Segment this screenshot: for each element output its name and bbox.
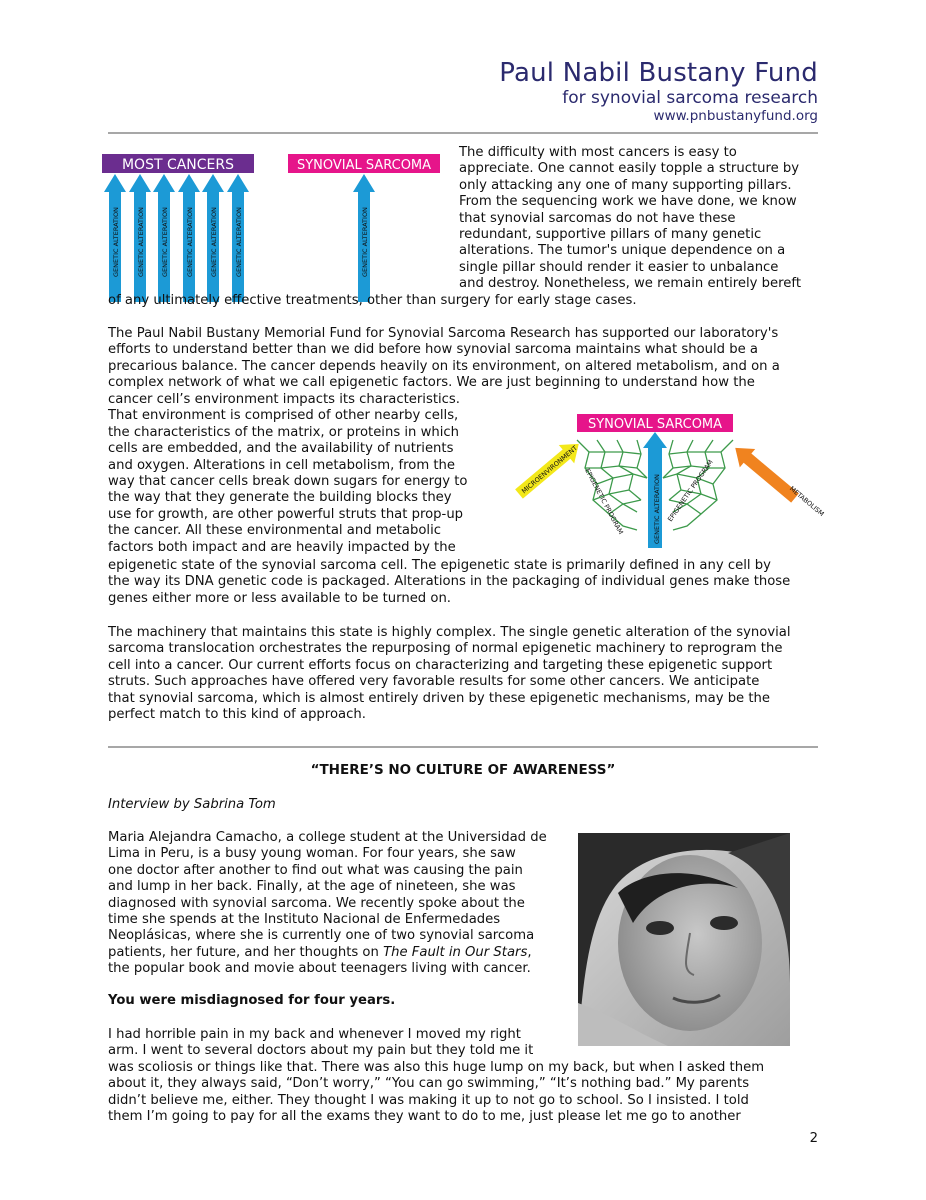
pillars-diagram (100, 150, 445, 290)
left-program-label: EPIGENETIC PROGRAM (583, 467, 625, 536)
brand-url: www.pnbustanyfund.org (653, 108, 818, 124)
environment-paragraph-top: The Paul Nabil Bustany Memorial Fund for Synovial Sarcoma Research has supported our laboratory's efforts to understand better than we did before how synovial sarcoma maintains what should be a precarious balance. The cancer depends heavily on its environment, on altered metabolism, and on a complex network of what we call epigenetic factors. We are just beginning to understand how the (108, 326, 780, 391)
microenvironment-arrow (511, 435, 586, 504)
pillar-label: GENETIC ALTERATION (112, 207, 120, 277)
epigenetic-diagram (505, 408, 826, 550)
interview-byline: Interview by Sabrina Tom (108, 797, 276, 812)
interview-question: You were misdiagnosed for four years. (108, 993, 396, 1008)
pillar-arrow-3 (153, 174, 175, 302)
interview-answer-wrap: I had horrible pain in my back and whenever I moved my right arm. I went to several doctors about my pain but they told me it (108, 1027, 534, 1059)
most-cancers-label: MOST CANCERS (121, 157, 235, 173)
pillar-arrow-4 (178, 174, 200, 302)
environment-paragraph-wrap: cancer cell’s environment impacts its characteristics. That environment is comprised of other nearby cells, the characteristics of the matrix, or proteins in which cells are embedded, and the availability of nutrients and oxygen. Alterations in cell metabolism, from the way that cancer cells break down sugars for energy to the way that they generate the building blocks they use for growth, are other powerful struts that prop-up the cancer. All these environmental and metabolic factors both impact and are heavily impacted by the (108, 392, 468, 555)
microenvironment-label: MICROENVIRONMENT (520, 444, 579, 496)
interview-headline: “THERE’S NO CULTURE OF AWARENESS” (310, 762, 616, 778)
pillar-label: GENETIC ALTERATION (235, 207, 243, 277)
intro-paragraph-last-line: of any ultimately effective treatments, other than surgery for early stage cases. (108, 293, 637, 308)
pillar-label: GENETIC ALTERATION (186, 207, 194, 277)
brand-subtitle: for synovial sarcoma research (562, 88, 818, 108)
header-divider (108, 132, 818, 134)
pillar-label: GENETIC ALTERATION (361, 207, 369, 277)
pillar-arrow-6 (227, 174, 249, 302)
page-number: 2 (809, 1131, 818, 1146)
brand-title: Paul Nabil Bustany Fund (499, 58, 818, 88)
pillar-arrow-5 (202, 174, 224, 302)
machinery-paragraph: The machinery that maintains this state is highly complex. The single genetic alteration of the synovial sarcoma translocation orchestrates the repurposing of normal epigenetic machinery to reprogram the cell into a cancer. Our current efforts focus on characterizing and targeting these epigenetic support struts. Such approaches have offered very favorable results for some other cancers. We anticipate that synovial sarcoma, which is almost entirely driven by these epigenetic mechanisms, may be the perfect match to this kind of approach. (108, 625, 791, 723)
book-title: The Fault in Our Stars (383, 944, 528, 960)
pillar-arrow-1 (104, 174, 126, 302)
interview-answer-full: was scoliosis or things like that. There was also this huge lump on my back, but when I asked them about it, they always said, “Don’t worry,” “You can go swimming,” “It’s nothing bad.” My parents didn’t believe me, either. They thought I was making it up to not go to school. So I insisted. I told them I’m going to pay for all the exams they want to do to me, just please let me go to another (108, 1060, 765, 1125)
diagram-title: SYNOVIAL SARCOMA (587, 417, 723, 432)
single-pillar-arrow (353, 174, 375, 302)
environment-paragraph-bottom: epigenetic state of the synovial sarcoma cell. The epigenetic state is primarily defined in any cell by the way its DNA genetic code is packaged. Alterations in the packaging of individual genes make those genes either more or less available to be turned on. (108, 558, 791, 606)
synovial-sarcoma-label: SYNOVIAL SARCOMA (296, 158, 432, 173)
intro-paragraph-wrap: The difficulty with most cancers is easy to appreciate. One cannot easily topple a structure by only attacking any one of many supporting pillars. From the sequencing work we have done, we know that synovial sarcomas do not have these redundant, supportive pillars of many genetic alterations. The tumor's unique dependence on a single pillar should render it easier to unbalance and destroy. Nonetheless, we remain entirely bereft (459, 145, 801, 292)
right-program-label: EPIGENETIC PROGRAM (666, 458, 715, 524)
pillar-label: GENETIC ALTERATION (210, 207, 218, 277)
portrait-photo (578, 833, 790, 1046)
metabolism-arrow (728, 439, 828, 528)
center-arrow-label: GENETIC ALTERATION (653, 474, 661, 544)
section-divider (108, 746, 818, 748)
metabolism-label: METABOLISM (787, 484, 826, 519)
interview-intro: Maria Alejandra Camacho, a college student at the Universidad de Lima in Peru, is a busy young woman. For four years, she saw one doctor after another to find out what was causing the pain and lump in her back. Finally, at the age of nineteen, she was diagnosed with synovial sarcoma. We recently spoke about the time she spends at the Instituto Nacional de Enfermedades Neoplásicas, where she is currently one of two synovial sarcoma patients, her future, and her thoughts on The Fault in Our Stars, the popular book and movie about teenagers living with cancer. (108, 830, 547, 977)
pillar-label: GENETIC ALTERATION (137, 207, 145, 277)
pillar-label: GENETIC ALTERATION (161, 207, 169, 277)
pillar-arrow-2 (129, 174, 151, 302)
center-genetic-arrow (643, 432, 667, 548)
